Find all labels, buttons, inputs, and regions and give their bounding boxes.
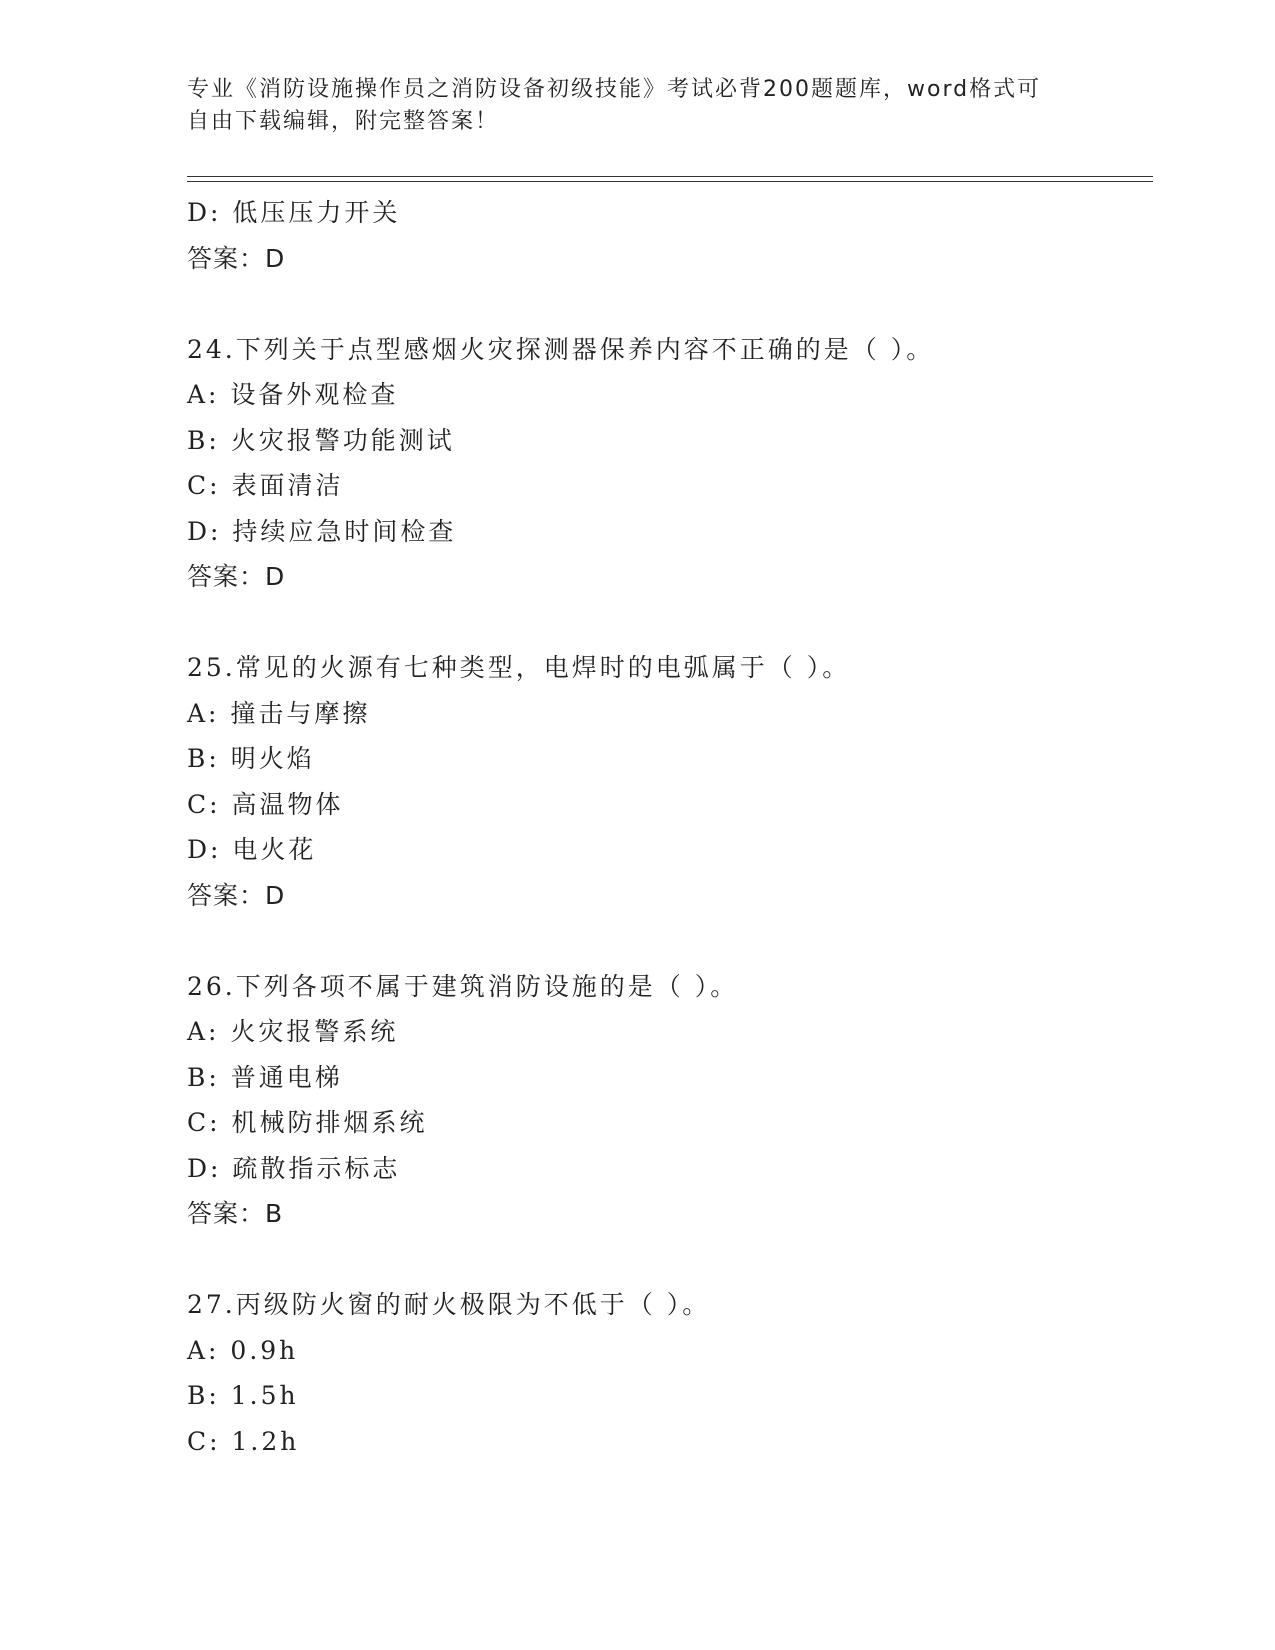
question-block (187, 645, 1147, 918)
question-option: B: 普通电梯 (187, 1062, 343, 1092)
question-option: B: 火灾报警功能测试 (187, 425, 455, 455)
question-option: D: 电火花 (187, 835, 317, 864)
question-answer: 答案：D (187, 243, 286, 273)
question-stem: 25.常见的火源有七种类型，电焊时的电弧属于（ ）。 (187, 653, 851, 682)
question-stem: 24.下列关于点型感烟火灾探测器保养内容不正确的是（ ）。 (187, 334, 935, 364)
header-title-line-2: 自由下载编辑，附完整答案！ (187, 109, 500, 134)
question-option: A: 0.9h (187, 1335, 299, 1365)
spacer (187, 600, 1147, 646)
question-option: C: 高温物体 (187, 789, 344, 819)
question-option: A: 设备外观检查 (187, 380, 399, 409)
header-title-line-1: 专业《消防设施操作员之消防设备初级技能》考试必背200题题库，word格式可 (187, 77, 1042, 102)
question-option: D: 低压压力开关 (187, 198, 401, 227)
spacer (187, 281, 1147, 327)
question-list (187, 190, 1147, 1464)
page-header (187, 74, 1087, 138)
question-option: A: 撞击与摩擦 (187, 698, 371, 728)
question-answer: 答案：B (187, 1199, 284, 1228)
question-answer: 答案：D (187, 880, 286, 910)
question-option: A: 火灾报警系统 (187, 1017, 399, 1046)
question-option: B: 1.5h (187, 1381, 299, 1410)
question-option: D: 持续应急时间检查 (187, 516, 457, 546)
question-option: C: 1.2h (187, 1426, 300, 1456)
question-block (187, 327, 1147, 600)
spacer (187, 918, 1147, 964)
question-stem: 26.下列各项不属于建筑消防设施的是（ ）。 (187, 971, 739, 1001)
header-divider (187, 176, 1153, 182)
question-stem: 27.丙级防火窗的耐火极限为不低于（ ）。 (187, 1290, 711, 1319)
question-option: C: 表面清洁 (187, 471, 344, 500)
question-option: D: 疏散指示标志 (187, 1153, 401, 1183)
question-option: C: 机械防排烟系统 (187, 1108, 428, 1137)
question-answer: 答案：D (187, 562, 286, 591)
question-block (187, 1282, 1147, 1464)
spacer (187, 1237, 1147, 1283)
question-option: B: 明火焰 (187, 744, 315, 773)
question-block (187, 964, 1147, 1237)
